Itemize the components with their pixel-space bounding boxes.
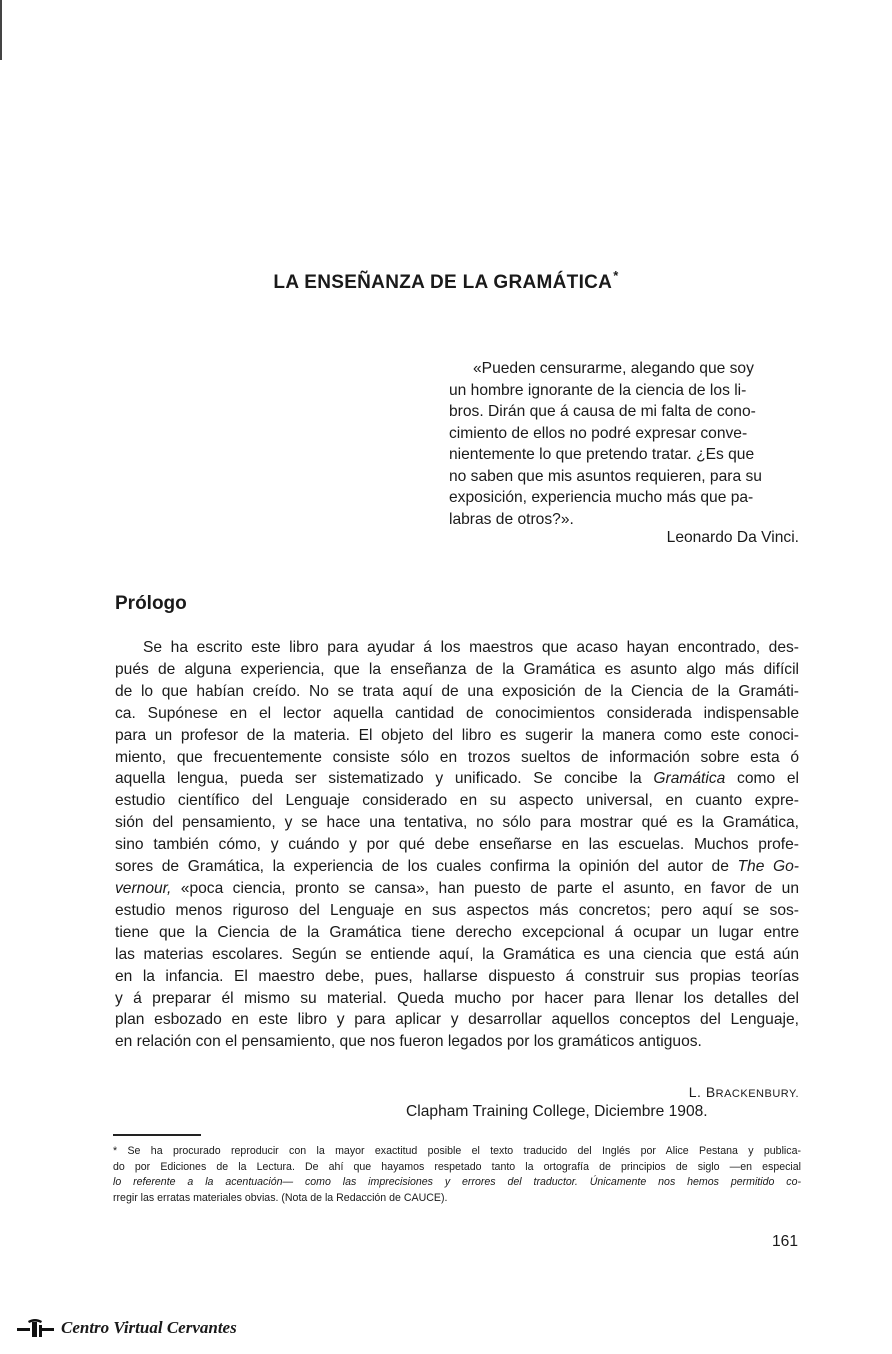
paragraph-line: estudio científico del Lenguaje considerado en su aspecto universal, en cuanto expre- bbox=[115, 792, 799, 810]
epigraph-line: cimiento de ellos no podré expresar conve- bbox=[449, 424, 748, 442]
footnote-line: rregir las erratas materiales obvias. (Nota de la Redacción de CAUCE). bbox=[113, 1191, 448, 1204]
book-title-italic: vernour, bbox=[115, 879, 172, 897]
title-footnote-mark[interactable]: * bbox=[613, 268, 619, 283]
page-edge-line bbox=[0, 0, 2, 60]
epigraph-line: exposición, experiencia mucho más que pa- bbox=[449, 489, 754, 506]
article-title-text: LA ENSEÑANZA DE LA GRAMÁTICA bbox=[273, 272, 613, 293]
paragraph-text: sores de Gramática, la experiencia de los cuales confirma la opinión del autor de bbox=[115, 858, 738, 876]
signature-initial: L. B bbox=[688, 1084, 716, 1100]
epigraph-line: «Pueden censurarme, alegando que soy bbox=[473, 360, 754, 377]
cervantes-logo-icon bbox=[17, 1318, 55, 1338]
cvc-logo-link[interactable] bbox=[17, 1318, 237, 1338]
paragraph-line: sión del pensamiento, y se hace una tentativa, no sólo para mostrar qué es la Gramática, bbox=[115, 814, 799, 832]
paragraph-line: en la infancia. El maestro debe, pues, hallarse dispuesto á construir sus propias teorías bbox=[115, 967, 799, 985]
paragraph-text: «poca ciencia, pronto se cansa», han puesto de parte el asunto, en favor de un bbox=[171, 879, 799, 897]
section-heading: Prólogo bbox=[115, 593, 187, 614]
paragraph-line: plan esbozado en este libro y para aplicar y desarrollar aquellos conceptos del Lenguaje, bbox=[115, 1011, 799, 1029]
paragraph-line: tiene que la Ciencia de la Gramática tiene derecho excepcional á ocupar un lugar entre bbox=[115, 923, 799, 941]
footnote-divider bbox=[113, 1134, 201, 1136]
article-title bbox=[0, 268, 892, 294]
paragraph-text: aquella lengua, pueda ser sistematizado y unificado. Se concibe la bbox=[115, 770, 654, 788]
footnote bbox=[113, 1144, 801, 1206]
paragraph-line bbox=[115, 768, 799, 790]
epigraph-line: bros. Dirán que á causa de mi falta de cono- bbox=[449, 403, 756, 420]
epigraph-line: labras de otros?». bbox=[449, 510, 574, 528]
footnote-line: lo referente a la acentuación— como las imprecisiones y errores del traductor. Únicamente nos hemos permitido co- bbox=[113, 1176, 801, 1188]
epigraph-line: un hombre ignorante de la ciencia de los li- bbox=[449, 381, 747, 399]
paragraph-text: como el bbox=[725, 770, 799, 788]
paragraph-line: en relación con el pensamiento, que nos fueron legados por los gramáticos antiguos. bbox=[115, 1033, 702, 1051]
paragraph-line: pués de alguna experiencia, que la enseñanza de la Gramática es asunto algo más difícil bbox=[115, 660, 799, 678]
footnote-line: do por Ediciones de la Lectura. De ahí que hayamos respetado tanto la ortografía de principios de siglo —en especial bbox=[113, 1160, 801, 1173]
epigraph-line: no saben que mis asuntos requieren, para su bbox=[449, 467, 762, 485]
paragraph-line: para un profesor de la materia. El objeto del libro es sugerir la manera como este conoci- bbox=[115, 726, 799, 744]
epigraph-quote bbox=[449, 358, 799, 530]
paragraph-line: Se ha escrito este libro para ayudar á los maestros que acaso hayan encontrado, des- bbox=[143, 639, 799, 656]
paragraph-line: miento, que frecuentemente consiste sólo en trozos sueltos de información sobre esta ó bbox=[115, 748, 799, 766]
paragraph-line: y á preparar él mismo su material. Queda mucho por hacer para llenar los detalles del bbox=[115, 989, 799, 1007]
page-number: 161 bbox=[771, 1233, 798, 1250]
italic-term: Gramática bbox=[653, 770, 726, 788]
place-and-date: Clapham Training College, Diciembre 1908. bbox=[406, 1103, 708, 1120]
paragraph-line bbox=[115, 856, 799, 878]
paragraph-line: de lo que habían creído. No se trata aquí de una exposición de la Ciencia de la Gramáti- bbox=[115, 682, 799, 700]
paragraph-line: sino también cómo, y cuándo y por qué debe enseñarse en las escuelas. Muchos profe- bbox=[115, 836, 799, 854]
paragraph-line: las materias escolares. Según se entiende aquí, la Gramática es una ciencia que está aún bbox=[115, 945, 799, 963]
prologue-paragraph bbox=[115, 637, 799, 1053]
epigraph-line: nientemente lo que pretendo tratar. ¿Es que bbox=[449, 446, 755, 463]
footnote-line: * Se ha procurado reproducir con la mayor exactitud posible el texto traducido del Inglés por Alice Pestana y publica- bbox=[113, 1145, 801, 1157]
signature-surname: RACKENBURY. bbox=[715, 1088, 799, 1100]
author-signature bbox=[449, 1084, 799, 1100]
paragraph-line: ca. Supónese en el lector aquella cantidad de conocimientos considerada indispensable bbox=[115, 704, 799, 722]
cvc-logo-text: Centro Virtual Cervantes bbox=[61, 1318, 237, 1337]
paragraph-line bbox=[115, 878, 799, 900]
paragraph-line: estudio menos riguroso del Lenguaje en sus aspectos más concretos; pero aquí se sos- bbox=[115, 901, 799, 919]
book-title-italic: The Go- bbox=[737, 858, 799, 876]
epigraph-author: Leonardo Da Vinci. bbox=[666, 529, 799, 546]
